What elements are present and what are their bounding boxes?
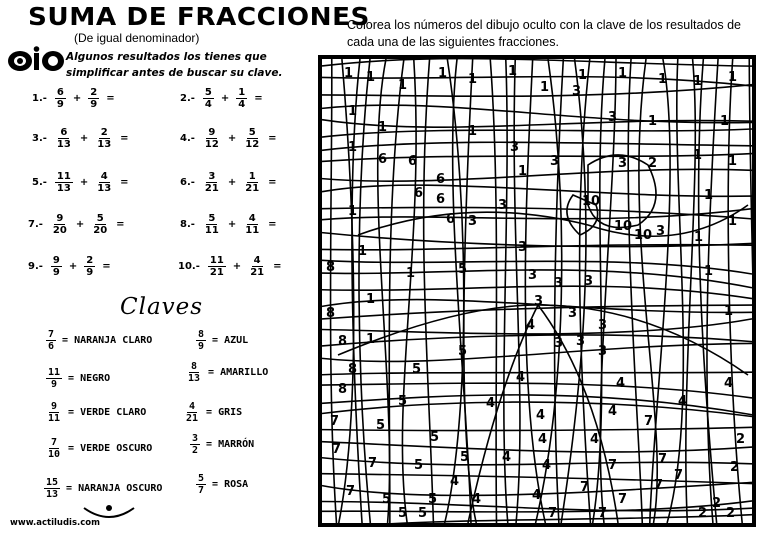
picture-number: 5 — [418, 506, 428, 521]
picture-number: 1 — [728, 70, 738, 85]
fraction-a: $\frac{9}{12}$ — [204, 127, 219, 150]
picture-number: 3 — [598, 318, 608, 333]
exercise-2 — [180, 87, 266, 110]
picture-number: 1 — [468, 124, 478, 139]
clave-fraction: $\frac{11}{9}$ — [48, 367, 61, 390]
picture-number: 1 — [366, 332, 376, 347]
exercise-number: 9.- — [28, 261, 43, 272]
picture-number: 5 — [398, 394, 408, 409]
claves-title: Claves — [120, 294, 204, 320]
picture-number: 5 — [398, 506, 408, 521]
equals-sign: = — [120, 177, 129, 188]
picture-number: 5 — [414, 458, 424, 473]
picture-number: 6 — [436, 192, 446, 207]
picture-number: 6 — [436, 172, 446, 187]
clave-item: $\frac{8}{13}$ = AMARILLO — [188, 361, 269, 384]
clave-item: $\frac{5}{7}$ = ROSA — [198, 473, 249, 496]
picture-number: 7 — [658, 452, 668, 467]
picture-number: 7 — [332, 442, 342, 457]
fraction-a: $\frac{5}{11}$ — [204, 213, 219, 236]
clave-color: NARANJA CLARO — [74, 335, 153, 346]
picture-number: 4 — [616, 376, 626, 391]
picture-number: 1 — [358, 244, 368, 259]
picture-number: 5 — [376, 418, 386, 433]
clave-item: $\frac{3}{2}$ = MARRÓN — [192, 433, 255, 456]
picture-number: 2 — [736, 432, 746, 447]
hidden-picture — [318, 55, 756, 527]
equals-sign: = — [273, 261, 282, 272]
website-label[interactable]: www.actiludis.com — [10, 518, 100, 528]
picture-number: 8 — [348, 362, 358, 377]
exercise-number: 5.- — [32, 177, 47, 188]
equals-sign: = — [102, 261, 111, 272]
picture-number: 8 — [326, 260, 336, 275]
clave-color: AMARILLO — [220, 367, 269, 378]
picture-number: 1 — [578, 68, 588, 83]
clave-item: $\frac{15}{13}$ = NARANJA OSCURO — [46, 477, 163, 500]
picture-number: 10 — [582, 194, 601, 209]
exercise-9 — [28, 255, 114, 278]
picture-number: 7 — [654, 478, 664, 493]
clave-color: ROSA — [224, 479, 249, 490]
picture-number: 1 — [468, 72, 478, 87]
plus-sign: + — [227, 133, 237, 144]
picture-number: 5 — [412, 362, 422, 377]
clave-item: $\frac{9}{11}$ = VERDE CLARO — [48, 401, 147, 424]
equals-sign: = — [106, 93, 115, 104]
exercise-7 — [28, 213, 128, 236]
exercise-5 — [32, 171, 132, 194]
picture-number: 10 — [614, 219, 633, 234]
plus-sign: + — [220, 93, 230, 104]
plus-sign: + — [75, 219, 85, 230]
picture-number: 3 — [468, 214, 478, 229]
instructions: Colorea los números del dibujo oculto con la clave de los resultados de cada una de las siguientes fracciones. — [347, 18, 741, 49]
clave-color: MARRÓN — [218, 439, 255, 450]
plus-sign: + — [227, 219, 237, 230]
fraction-b: $\frac{4}{13}$ — [97, 171, 112, 194]
fraction-a: $\frac{5}{4}$ — [204, 87, 212, 110]
picture-number: 4 — [536, 408, 546, 423]
picture-number: 2 — [712, 496, 722, 511]
picture-number: 3 — [554, 336, 564, 351]
picture-number: 1 — [693, 74, 703, 89]
plus-sign: + — [68, 261, 78, 272]
picture-number: 3 — [576, 334, 586, 349]
plus-sign: + — [79, 133, 89, 144]
picture-number: 1 — [704, 264, 714, 279]
clave-item: $\frac{7}{6}$ = NARANJA CLARO — [48, 329, 153, 352]
exercise-number: 2.- — [180, 93, 195, 104]
fraction-b: $\frac{1}{4}$ — [238, 87, 246, 110]
picture-number: 1 — [693, 148, 703, 163]
picture-number: 3 — [510, 140, 520, 155]
fraction-a: $\frac{11}{21}$ — [209, 255, 224, 278]
equals-sign: = — [116, 219, 125, 230]
picture-number: 1 — [508, 64, 518, 79]
fraction-b: $\frac{2}{9}$ — [90, 87, 98, 110]
picture-number: 5 — [460, 450, 470, 465]
picture-number: 2 — [730, 460, 740, 475]
picture-number: 1 — [366, 70, 376, 85]
equals-sign: = — [120, 133, 129, 144]
actiludis-logo — [80, 500, 138, 528]
equals-sign: = — [268, 177, 277, 188]
exercise-8 — [180, 213, 280, 236]
clave-item: $\frac{4}{21}$ = GRIS — [186, 401, 243, 424]
picture-number: 1 — [728, 214, 738, 229]
clave-fraction: $\frac{7}{10}$ — [48, 437, 61, 460]
picture-number: 7 — [580, 480, 590, 495]
picture-number: 1 — [378, 120, 388, 135]
plus-sign: + — [72, 93, 82, 104]
exercise-number: 7.- — [28, 219, 43, 230]
picture-number: 5 — [458, 262, 468, 277]
exercise-3 — [32, 127, 132, 150]
picture-number: 1 — [658, 72, 668, 87]
fraction-b: $\frac{5}{20}$ — [93, 213, 108, 236]
plus-sign: + — [232, 261, 242, 272]
picture-number: 4 — [590, 432, 600, 447]
picture-number: 1 — [344, 66, 354, 81]
picture-number: 7 — [608, 458, 618, 473]
picture-number: 2 — [648, 156, 658, 171]
worksheet-subtitle: (De igual denominador) — [74, 31, 200, 45]
picture-number: 1 — [348, 140, 358, 155]
picture-number: 7 — [368, 456, 378, 471]
picture-number: 3 — [598, 344, 608, 359]
picture-number: 1 — [398, 78, 408, 93]
picture-number: 3 — [584, 274, 594, 289]
picture-number: 1 — [724, 304, 734, 319]
clave-item: $\frac{7}{10}$ = VERDE OSCURO — [48, 437, 153, 460]
exercise-1 — [32, 87, 118, 110]
picture-number: 3 — [608, 110, 618, 125]
clave-fraction: $\frac{15}{13}$ — [46, 477, 59, 500]
picture-number: 4 — [542, 458, 552, 473]
clave-color: GRIS — [218, 407, 243, 418]
exercise-4 — [180, 127, 280, 150]
picture-number: 6 — [446, 212, 456, 227]
clave-color: VERDE OSCURO — [80, 443, 153, 454]
fraction-b: $\frac{4}{11}$ — [245, 213, 260, 236]
picture-number: 4 — [516, 370, 526, 385]
equals-sign: = — [268, 219, 277, 230]
picture-number: 7 — [346, 484, 356, 499]
picture-number: 4 — [532, 488, 542, 503]
exercise-number: 8.- — [180, 219, 195, 230]
picture-number: 6 — [414, 186, 424, 201]
fraction-a: $\frac{9}{20}$ — [52, 213, 67, 236]
fraction-a: $\frac{3}{21}$ — [204, 171, 219, 194]
picture-number: 7 — [618, 492, 628, 507]
exercise-number: 10.- — [178, 261, 200, 272]
equals-sign: = — [254, 93, 263, 104]
picture-number: 3 — [518, 240, 528, 255]
fraction-b: $\frac{1}{21}$ — [245, 171, 260, 194]
fraction-b: $\frac{4}{21}$ — [250, 255, 265, 278]
picture-number: 7 — [598, 506, 608, 521]
picture-number: 5 — [428, 492, 438, 507]
picture-number: 3 — [534, 294, 544, 309]
fraction-a: $\frac{6}{13}$ — [56, 127, 71, 150]
picture-number: 2 — [726, 506, 736, 521]
picture-number: 1 — [728, 154, 738, 169]
picture-number: 1 — [704, 188, 714, 203]
exercise-number: 1.- — [32, 93, 47, 104]
picture-number: 1 — [438, 66, 448, 81]
picture-number: 1 — [518, 164, 528, 179]
picture-number: 1 — [366, 292, 376, 307]
picture-number: 7 — [674, 468, 684, 483]
picture-number: 3 — [618, 156, 628, 171]
picture-number: 1 — [720, 114, 730, 129]
picture-number: 1 — [348, 204, 358, 219]
picture-number: 7 — [644, 414, 654, 429]
picture-number: 4 — [526, 318, 536, 333]
picture-number: 2 — [698, 506, 708, 521]
picture-number: 3 — [498, 198, 508, 213]
clave-item: $\frac{8}{9}$ = AZUL — [198, 329, 249, 352]
picture-number: 4 — [472, 492, 482, 507]
eye-icon — [6, 40, 66, 80]
picture-number: 8 — [338, 382, 348, 397]
picture-number: 7 — [330, 414, 340, 429]
picture-number: 6 — [408, 154, 418, 169]
picture-number: 1 — [648, 114, 658, 129]
exercise-number: 6.- — [180, 177, 195, 188]
clave-color: AZUL — [224, 335, 249, 346]
picture-number: 4 — [486, 396, 496, 411]
picture-number: 3 — [572, 84, 582, 99]
picture-number: 4 — [538, 432, 548, 447]
picture-number: 4 — [502, 450, 512, 465]
picture-number: 4 — [724, 376, 734, 391]
picture-number: 3 — [550, 154, 560, 169]
clave-item: $\frac{11}{9}$ = NEGRO — [48, 367, 111, 390]
clave-fraction: $\frac{4}{21}$ — [186, 401, 199, 424]
picture-number: 1 — [406, 266, 416, 281]
picture-number: 1 — [540, 80, 550, 95]
fraction-b: $\frac{2}{13}$ — [97, 127, 112, 150]
fraction-a: $\frac{9}{9}$ — [52, 255, 60, 278]
fraction-a: $\frac{11}{13}$ — [56, 171, 71, 194]
fraction-b: $\frac{5}{12}$ — [245, 127, 260, 150]
fraction-b: $\frac{2}{9}$ — [86, 255, 94, 278]
clave-color: NEGRO — [80, 373, 111, 384]
plus-sign: + — [79, 177, 89, 188]
exercise-number: 4.- — [180, 133, 195, 144]
plus-sign: + — [227, 177, 237, 188]
picture-number: 5 — [382, 492, 392, 507]
note-text: Algunos resultados los tienes que simplificar antes de buscar su clave. — [66, 51, 283, 79]
exercise-6 — [180, 171, 280, 194]
picture-number: 8 — [338, 334, 348, 349]
fraction-a: $\frac{6}{9}$ — [56, 87, 64, 110]
picture-number: 4 — [678, 394, 688, 409]
clave-color: VERDE CLARO — [80, 407, 147, 418]
clave-fraction: $\frac{5}{7}$ — [198, 473, 205, 496]
picture-number: 3 — [656, 224, 666, 239]
clave-fraction: $\frac{8}{13}$ — [188, 361, 201, 384]
clave-fraction: $\frac{3}{2}$ — [192, 433, 199, 456]
clave-fraction: $\frac{9}{11}$ — [48, 401, 61, 424]
picture-number: 1 — [348, 104, 358, 119]
picture-number: 5 — [430, 430, 440, 445]
picture-number: 5 — [458, 344, 468, 359]
picture-number: 3 — [568, 306, 578, 321]
clave-fraction: $\frac{8}{9}$ — [198, 329, 205, 352]
picture-number: 3 — [528, 268, 538, 283]
equals-sign: = — [268, 133, 277, 144]
picture-number: 1 — [694, 230, 704, 245]
picture-number: 6 — [378, 152, 388, 167]
picture-number: 4 — [450, 474, 460, 489]
picture-number: 10 — [634, 228, 653, 243]
picture-number: 4 — [608, 404, 618, 419]
picture-number: 1 — [618, 66, 628, 81]
picture-number: 7 — [548, 506, 558, 521]
exercise-number: 3.- — [32, 133, 47, 144]
clave-fraction: $\frac{7}{6}$ — [48, 329, 55, 352]
picture-number: 3 — [554, 276, 564, 291]
exercise-10 — [178, 255, 285, 278]
picture-number: 8 — [326, 306, 336, 321]
clave-color: NARANJA OSCURO — [78, 483, 163, 494]
worksheet-title: SUMA DE FRACCIONES — [28, 2, 370, 31]
